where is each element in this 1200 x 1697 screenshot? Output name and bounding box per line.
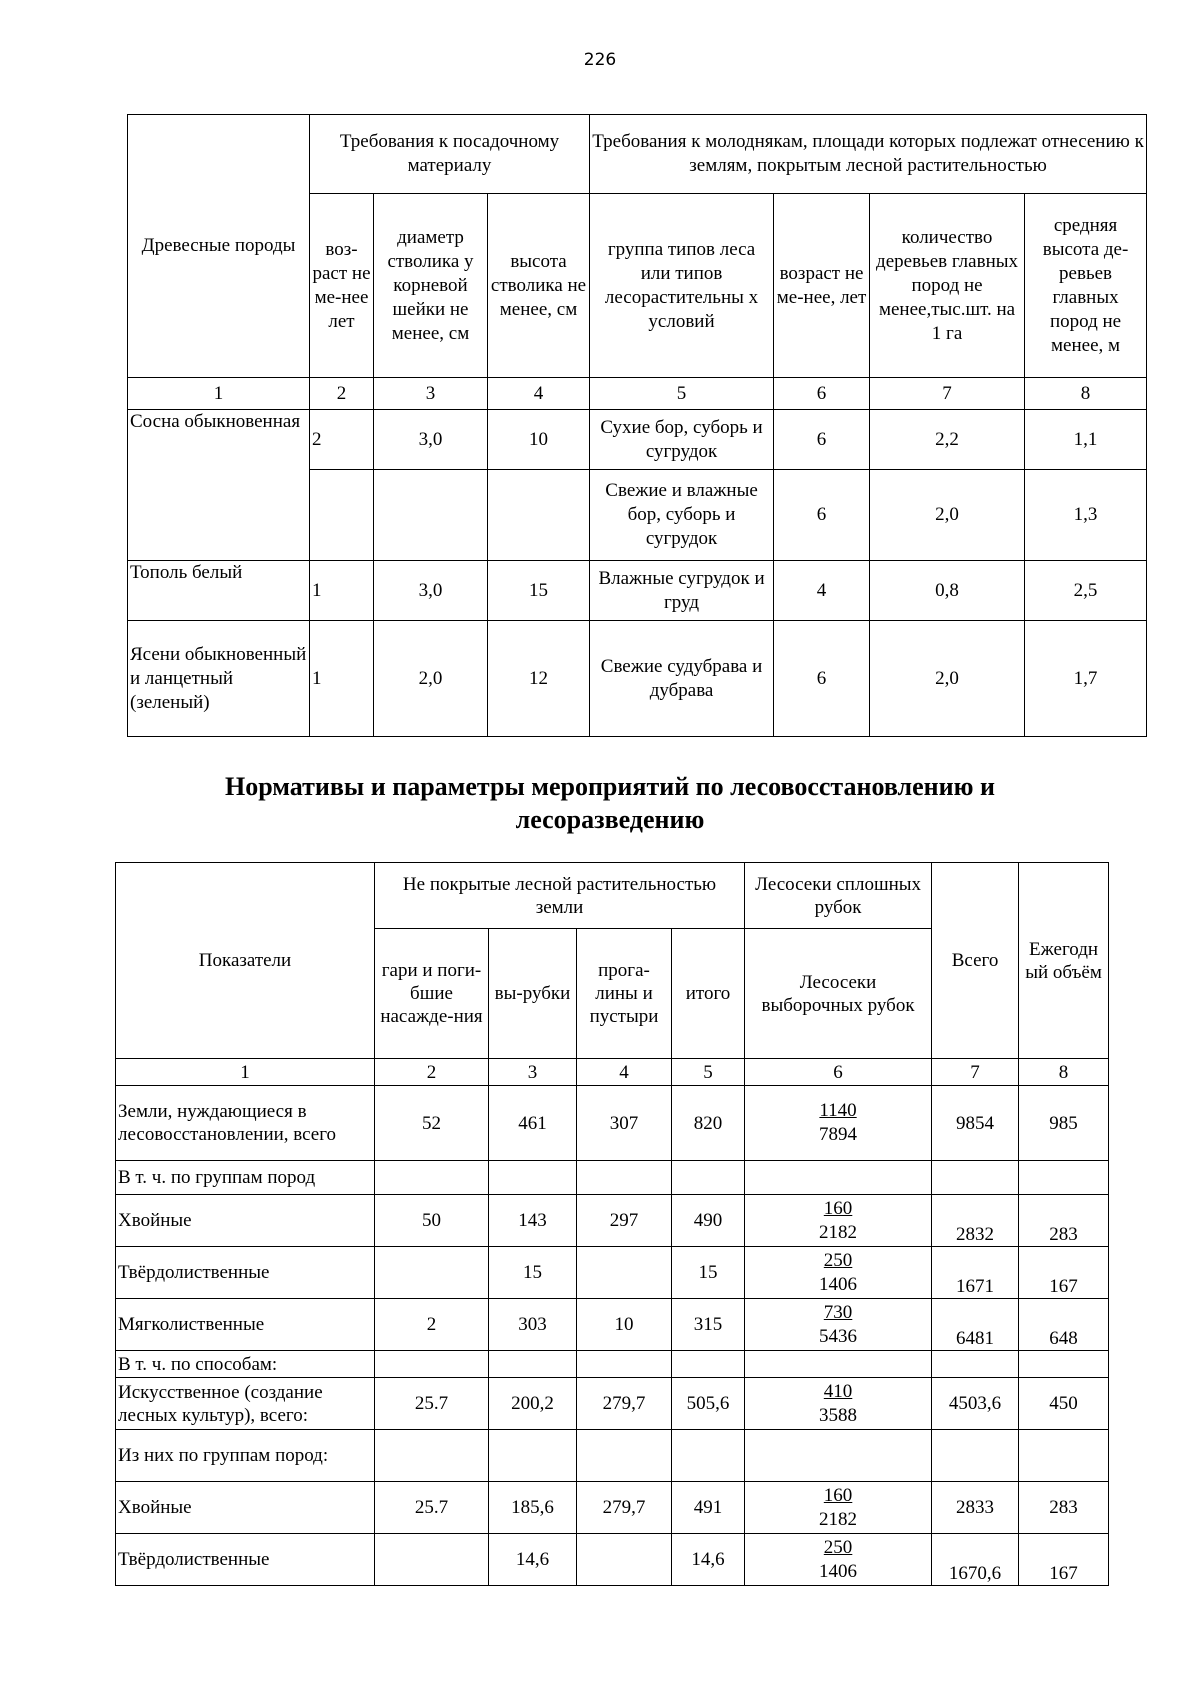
clearcut-cell [745,1378,932,1430]
height-cell [488,470,590,561]
total-cell: 1671 [932,1247,1019,1299]
empty-cell [489,1161,577,1195]
fraction-denominator: 7894 [819,1124,858,1145]
total-cell: 4503,6 [932,1378,1019,1430]
annual-cell: 283 [1019,1195,1109,1247]
table-row [116,1161,1109,1195]
annual-cell: 985 [1019,1086,1109,1161]
total-cell: 6481 [932,1299,1019,1351]
annual-cell: 648 [1019,1299,1109,1351]
burned-cell: 25.7 [375,1482,489,1534]
table-row [116,1086,1109,1161]
annual-cell: 450 [1019,1378,1109,1430]
header-planting-material: Требования к посадочному материалу [310,115,590,194]
diameter-cell [374,470,488,561]
glades-cell [577,1534,672,1586]
diameter-cell: 3,0 [374,561,488,621]
young-age-cell: 6 [774,410,870,470]
burned-cell [375,1534,489,1586]
glades-cell: 10 [577,1299,672,1351]
column-number: 6 [745,1059,932,1086]
young-age-cell: 4 [774,561,870,621]
glades-cell: 279,7 [577,1378,672,1430]
table-row [116,1299,1109,1351]
total-cell: 2832 [932,1195,1019,1247]
species-cell: Сосна обыкновенная [128,410,310,561]
reforestation-table [115,862,1109,1586]
column-number: 8 [1025,378,1147,410]
forest-type-cell: Сухие бор, суборь и сугрудок [590,410,774,470]
row-label: В т. ч. по группам пород [116,1161,375,1195]
empty-cell [489,1430,577,1482]
height-cell: 12 [488,621,590,737]
column-number: 2 [375,1059,489,1086]
column-number: 6 [774,378,870,410]
height-cell: 10 [488,410,590,470]
row-label: Из них по группам пород: [116,1430,375,1482]
annual-cell: 167 [1019,1534,1109,1586]
total-cell: 1670,6 [932,1534,1019,1586]
avg-height-cell: 1,3 [1025,470,1147,561]
header-avg-height: средняя высота де-ревьев главных пород не менее, м [1025,194,1147,378]
count-cell: 0,8 [870,561,1025,621]
annual-cell: 167 [1019,1247,1109,1299]
header-age: воз-раст не ме-нее лет [310,194,374,378]
row-label: Твёрдолиственные [116,1534,375,1586]
row-label: В т. ч. по способам: [116,1351,375,1378]
empty-cell [577,1351,672,1378]
header-species: Древесные породы [128,115,310,378]
burned-cell: 25.7 [375,1378,489,1430]
page-number: 226 [583,50,617,70]
row-label: Хвойные [116,1482,375,1534]
header-height: высота стволика не менее, см [488,194,590,378]
fraction [819,1380,857,1428]
empty-cell [577,1430,672,1482]
clearcut-cell [745,1247,932,1299]
burned-cell: 50 [375,1195,489,1247]
table-row [116,1195,1109,1247]
subtotal-cell: 315 [672,1299,745,1351]
fraction-numerator: 410 [823,1380,853,1402]
avg-height-cell: 1,7 [1025,621,1147,737]
header-total: Всего [932,863,1019,1059]
table-row [116,1247,1109,1299]
clearcut-cell [745,1195,932,1247]
header-forest-type: группа типов леса или типов лесорастительны х условий [590,194,774,378]
diameter-cell: 3,0 [374,410,488,470]
fraction-denominator: 1406 [819,1273,858,1295]
species-cell: Ясени обыкновенный и ланцетный (зеленый) [128,621,310,737]
count-cell: 2,2 [870,410,1025,470]
row-label: Твёрдолиственные [116,1247,375,1299]
empty-cell [932,1161,1019,1195]
empty-cell [577,1161,672,1195]
column-number: 4 [488,378,590,410]
age-cell: 1 [310,621,374,737]
age-cell: 1 [310,561,374,621]
table-row [116,1430,1109,1482]
glades-cell: 307 [577,1086,672,1161]
subtotal-cell: 14,6 [672,1534,745,1586]
total-cell: 2833 [932,1482,1019,1534]
header-not-covered: Не покрытые лесной растительностью земли [375,863,745,929]
empty-cell [672,1351,745,1378]
fraction-numerator: 730 [823,1301,853,1323]
burned-cell: 52 [375,1086,489,1161]
felled-cell: 185,6 [489,1482,577,1534]
column-number: 1 [128,378,310,410]
fraction-numerator: 250 [823,1536,853,1558]
forest-type-cell: Свежие и влажные бор, суборь и сугрудок [590,470,774,561]
empty-cell [745,1351,932,1378]
empty-cell [489,1351,577,1378]
avg-height-cell: 2,5 [1025,561,1147,621]
table-row [116,1534,1109,1586]
empty-cell [375,1161,489,1195]
fraction-denominator: 2182 [819,1221,858,1243]
header-burned: гари и поги-бшие насажде-ния [375,929,489,1059]
clearcut-cell [745,1299,932,1351]
count-cell: 2,0 [870,621,1025,737]
table-row [128,561,1147,621]
column-number: 7 [932,1059,1019,1086]
table-row [128,410,1147,470]
total-cell: 9854 [932,1086,1019,1161]
table-row [116,1378,1109,1430]
felled-cell: 14,6 [489,1534,577,1586]
glades-cell: 279,7 [577,1482,672,1534]
empty-cell [375,1430,489,1482]
glades-cell: 297 [577,1195,672,1247]
empty-cell [672,1161,745,1195]
clearcut-cell [745,1534,932,1586]
empty-cell [932,1351,1019,1378]
clearcut-cell [745,1086,932,1161]
header-glades: прога-лины и пустыри [577,929,672,1059]
header-diameter: диаметр стволика у корневой шейки не менее, см [374,194,488,378]
fraction-denominator: 5436 [819,1325,858,1347]
header-annual: Ежегодн ый объём [1019,863,1109,1059]
young-age-cell: 6 [774,621,870,737]
glades-cell [577,1247,672,1299]
row-label: Мягколиственные [116,1299,375,1351]
fraction-denominator: 1406 [819,1560,858,1582]
empty-cell [932,1430,1019,1482]
header-tree-count: количество деревьев главных пород не менее,тыс.шт. на 1 га [870,194,1025,378]
age-cell [310,470,374,561]
fraction-denominator: 2182 [819,1508,858,1530]
annual-cell: 283 [1019,1482,1109,1534]
header-clearcut: Лесосеки сплошных рубок [745,863,932,929]
subtotal-cell: 491 [672,1482,745,1534]
fraction [819,1536,857,1584]
fraction-denominator: 3588 [819,1404,858,1426]
subtotal-cell: 15 [672,1247,745,1299]
forest-type-cell: Влажные сугрудок и груд [590,561,774,621]
column-number: 2 [310,378,374,410]
header-young-stands: Требования к молоднякам, площади которых подлежат отнесению к землям, покрытым лесной растительностью [590,115,1147,194]
felled-cell: 15 [489,1247,577,1299]
column-number: 4 [577,1059,672,1086]
table-row [116,1482,1109,1534]
empty-cell [1019,1161,1109,1195]
column-number: 5 [672,1059,745,1086]
column-number: 8 [1019,1059,1109,1086]
subtotal-cell: 490 [672,1195,745,1247]
avg-height-cell: 1,1 [1025,410,1147,470]
burned-cell [375,1247,489,1299]
subtotal-cell: 505,6 [672,1378,745,1430]
column-number: 5 [590,378,774,410]
diameter-cell: 2,0 [374,621,488,737]
column-number: 3 [489,1059,577,1086]
fraction-numerator: 160 [823,1484,853,1506]
header-indicators: Показатели [116,863,375,1059]
fraction-numerator: 1140 [819,1100,857,1121]
fraction [819,1099,857,1147]
height-cell: 15 [488,561,590,621]
fraction-numerator: 250 [823,1249,853,1271]
count-cell: 2,0 [870,470,1025,561]
felled-cell: 303 [489,1299,577,1351]
column-number: 1 [116,1059,375,1086]
felled-cell: 143 [489,1195,577,1247]
empty-cell [1019,1430,1109,1482]
fraction [819,1197,857,1245]
empty-cell [745,1430,932,1482]
species-cell: Тополь белый [128,561,310,621]
section-title: Нормативы и параметры мероприятий по лесовосстановлению и лесоразведению [224,772,995,834]
empty-cell [745,1161,932,1195]
row-label: Искусственное (создание лесных культур), всего: [116,1378,375,1430]
column-number: 7 [870,378,1025,410]
table-row [116,1351,1109,1378]
burned-cell: 2 [375,1299,489,1351]
header-felled: вы-рубки [489,929,577,1059]
empty-cell [672,1430,745,1482]
subtotal-cell: 820 [672,1086,745,1161]
header-selective: Лесосеки выборочных рубок [745,929,932,1059]
empty-cell [1019,1351,1109,1378]
row-label: Хвойные [116,1195,375,1247]
fraction [819,1484,857,1532]
felled-cell: 461 [489,1086,577,1161]
header-young-age: возраст не ме-нее, лет [774,194,870,378]
row-label: Земли, нуждающиеся в лесовосстановлении, всего [116,1086,375,1161]
empty-cell [375,1351,489,1378]
fraction [819,1249,857,1297]
young-age-cell: 6 [774,470,870,561]
fraction-numerator: 160 [823,1197,853,1219]
table-row [128,621,1147,737]
age-cell: 2 [310,410,374,470]
felled-cell: 200,2 [489,1378,577,1430]
header-subtotal: итого [672,929,745,1059]
column-number: 3 [374,378,488,410]
planting-requirements-table [127,114,1147,737]
fraction [819,1301,857,1349]
forest-type-cell: Свежие судубрава и дубрава [590,621,774,737]
clearcut-cell [745,1482,932,1534]
